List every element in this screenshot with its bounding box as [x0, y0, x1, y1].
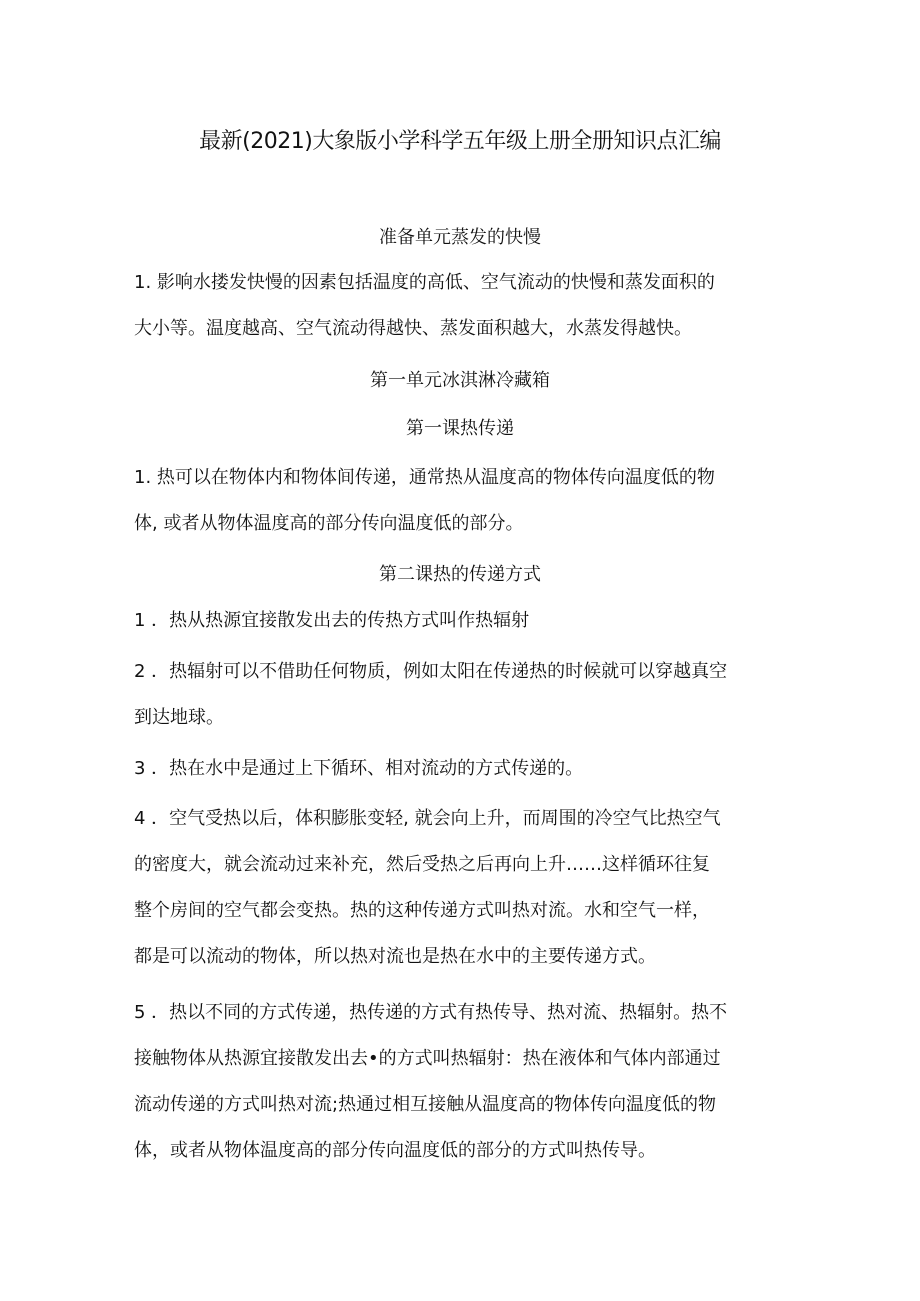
section-heading: 准备单元蒸发的快慢 — [379, 227, 541, 248]
paragraph — [134, 990, 794, 1174]
section-subheading: 第一课热传递 — [406, 418, 514, 439]
paragraph-line: 大小等。温度越高、空气流动得越快、蒸发面积越大，水蒸发得越快。 — [134, 318, 692, 339]
paragraph — [134, 746, 794, 792]
paragraph — [134, 455, 794, 547]
paragraph-line: 3 ．热在水中是通过上下循环、相对流动的方式传递的。 — [134, 758, 584, 779]
paragraph — [134, 260, 794, 352]
paragraph — [134, 649, 794, 741]
paragraph-line: 4 ．空气受热以后，体积膨胀变轻, 就会向上升，而周围的冷空气比热空气 — [134, 808, 721, 829]
paragraph-line: 5 ．热以不同的方式传递，热传递的方式有热传导、热对流、热辐射。热不 — [134, 1002, 728, 1023]
document-title: 最新(2021)大象版小学科学五年级上册全册知识点汇编 — [199, 129, 721, 154]
paragraph-line: 1 ．热从热源宜接散发出去的传热方式叫作热辐射 — [134, 610, 530, 631]
paragraph — [134, 796, 794, 980]
paragraph-line: 都是可以流动的物体，所以热对流也是热在水中的主要传递方式。 — [134, 946, 656, 967]
paragraph-line: 整个房间的空气都会变热。热的这种传递方式叫热对流。水和空气一样， — [134, 900, 710, 921]
section-heading: 第二课热的传递方式 — [379, 564, 541, 585]
paragraph-line: 流动传递的方式叫热对流;热通过相互接触从温度高的物体传向温度低的物 — [134, 1094, 717, 1115]
paragraph-line: 的密度大，就会流动过来补充，然后受热之后再向上升……这样循环往复 — [134, 854, 710, 875]
paragraph-line: 1. 影响水搂发快慢的因素包括温度的高低、空气流动的快慢和蒸发面积的 — [134, 272, 715, 293]
paragraph-line: 体，或者从物体温度高的部分传向温度低的部分的方式叫热传导。 — [134, 1140, 656, 1161]
paragraph-line: 接触物体从热源宜接散发出去•的方式叫热辐射：热在液体和气体内部通过 — [134, 1048, 721, 1069]
paragraph-line: 到达地球。 — [134, 707, 224, 728]
paragraph — [134, 598, 794, 644]
paragraph-line: 1. 热可以在物体内和物体间传递，通常热从温度高的物体传向温度低的物 — [134, 467, 715, 488]
section-heading: 第一单元冰淇淋冷藏箱 — [370, 370, 550, 391]
paragraph-line: 体, 或者从物体温度高的部分传向温度低的部分。 — [134, 513, 524, 534]
paragraph-line: 2 ．热辐射可以不借助任何物质，例如太阳在传递热的时候就可以穿越真空 — [134, 661, 728, 682]
